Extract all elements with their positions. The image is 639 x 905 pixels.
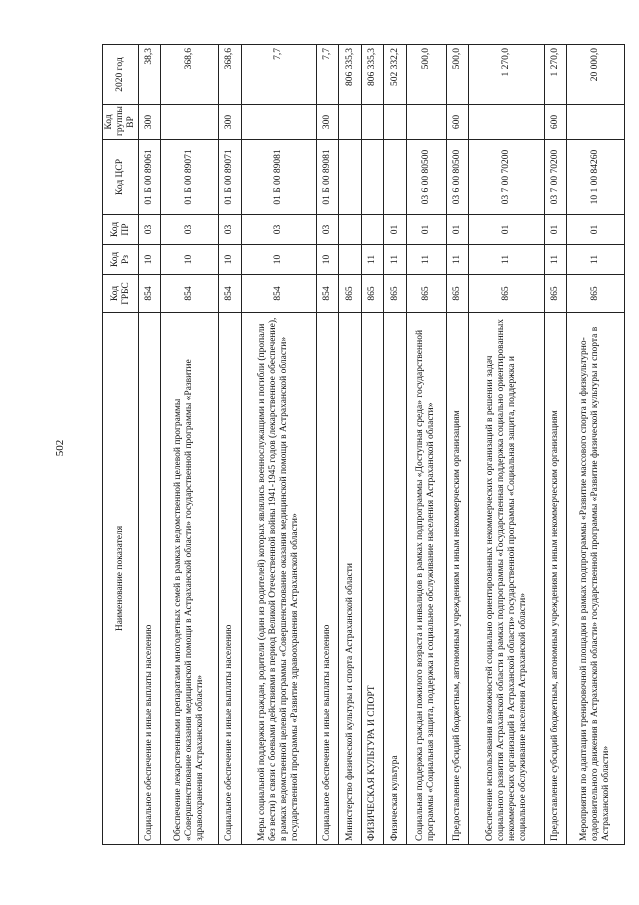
row-rz: 10 (139, 245, 161, 275)
table-row (567, 45, 625, 845)
row-grbs: 854 (161, 275, 219, 313)
row-grbs: 865 (567, 275, 625, 313)
row-amount: 7,7 (317, 45, 339, 105)
header-pr: Код ПР (103, 215, 139, 245)
row-grbs: 865 (446, 275, 468, 313)
row-pr: 03 (161, 215, 219, 245)
table-body (139, 45, 625, 845)
row-pr: 03 (317, 215, 339, 245)
header-rz: Код Рз (103, 245, 139, 275)
row-name: Социальное обеспечение и иные выплаты населению (317, 313, 339, 845)
header-year: 2020 год (103, 45, 139, 105)
header-csr: Код ЦСР (103, 140, 139, 215)
row-csr (384, 140, 406, 215)
row-grbs: 854 (139, 275, 161, 313)
table-row (446, 45, 468, 845)
row-csr: 03 7 00 70200 (544, 140, 566, 215)
row-pr: 01 (384, 215, 406, 245)
row-rz: 11 (406, 245, 446, 275)
row-grbs: 854 (241, 275, 316, 313)
row-name: Физическая культура (384, 313, 406, 845)
table-row (406, 45, 446, 845)
row-rz: 11 (469, 245, 544, 275)
table-row (544, 45, 566, 845)
row-vr (339, 105, 361, 140)
row-name: Обеспечение использования возможностей социально ориентированных некоммерческих организаций в решении задач социального развития Астраханской области в рамках подпрограммы «Государственная поддержка социально ориентированных некоммерческих организаций в Астраханской области» государственной программы «Социальная защита, поддержка и социальное обслуживание населения Астраханской области» (469, 313, 544, 845)
row-name: Предоставление субсидий бюджетным, автономным учреждениям и иным некоммерческим организациям (544, 313, 566, 845)
row-pr: 01 (567, 215, 625, 245)
row-amount: 806 335,3 (361, 45, 383, 105)
row-csr: 01 Б 00 89061 (139, 140, 161, 215)
row-pr: 03 (139, 215, 161, 245)
row-csr: 03 6 00 80500 (446, 140, 468, 215)
row-rz: 11 (544, 245, 566, 275)
row-vr (406, 105, 446, 140)
row-name: Обеспечение лекарственными препаратами многодетных семей в рамках ведомственной целевой программы «Совершенствование оказания медицинской помощи в Астраханской области» государственной программы «Развитие здравоохранения Астраханской области» (161, 313, 219, 845)
row-grbs: 865 (339, 275, 361, 313)
row-grbs: 865 (544, 275, 566, 313)
row-vr (241, 105, 316, 140)
table-row (339, 45, 361, 845)
row-vr (469, 105, 544, 140)
row-amount: 500,0 (406, 45, 446, 105)
row-csr: 03 7 00 70200 (469, 140, 544, 215)
row-amount: 7,7 (241, 45, 316, 105)
row-rz: 11 (446, 245, 468, 275)
row-name: Социальное обеспечение и иные выплаты населению (219, 313, 241, 845)
row-vr: 300 (219, 105, 241, 140)
row-vr (161, 105, 219, 140)
row-amount: 1 270,0 (469, 45, 544, 105)
table-row (139, 45, 161, 845)
row-grbs: 865 (469, 275, 544, 313)
rotated-table-container (102, 45, 625, 845)
row-pr (339, 215, 361, 245)
row-name: Социальное обеспечение и иные выплаты населению (139, 313, 161, 845)
row-grbs: 865 (406, 275, 446, 313)
row-name: Социальная поддержка граждан пожилого возраста и инвалидов в рамках подпрограммы «Доступная среда» государственной программы «Социальная защита, поддержка и социальное обслуживание населения Астраханской области» (406, 313, 446, 845)
row-rz: 11 (567, 245, 625, 275)
budget-table (102, 44, 625, 845)
row-amount: 20 000,0 (567, 45, 625, 105)
row-csr: 01 Б 00 89081 (241, 140, 316, 215)
row-name: Меры социальной поддержки граждан, родители (один из родителей) которых являлись военнослужащими и погибли (пропали без вести) в связи с боевыми действиями в период Великой Отечественной войны 1941-1945 годов (лекарственное обеспечение), в рамках ведомственной целевой программы «Совершенствование оказания медицинской помощи в Астраханской области» государственной программы «Развитие здравоохранения Астраханской области» (241, 313, 316, 845)
row-amount: 368,6 (161, 45, 219, 105)
row-grbs: 865 (384, 275, 406, 313)
row-vr (567, 105, 625, 140)
row-vr (384, 105, 406, 140)
row-vr: 300 (317, 105, 339, 140)
row-pr: 01 (406, 215, 446, 245)
row-csr: 10 1 00 84260 (567, 140, 625, 215)
row-vr: 600 (544, 105, 566, 140)
row-vr (361, 105, 383, 140)
row-amount: 38,3 (139, 45, 161, 105)
table-row (317, 45, 339, 845)
table-header-row (103, 45, 139, 845)
header-name: Наименование показателя (103, 313, 139, 845)
row-grbs: 854 (219, 275, 241, 313)
row-rz (339, 245, 361, 275)
table-row (384, 45, 406, 845)
row-pr (361, 215, 383, 245)
table-row (219, 45, 241, 845)
table-row (161, 45, 219, 845)
row-vr: 300 (139, 105, 161, 140)
header-vr: Код группы ВР (103, 105, 139, 140)
row-pr: 01 (469, 215, 544, 245)
row-name: Министерство физической культуры и спорта Астраханской области (339, 313, 361, 845)
row-grbs: 854 (317, 275, 339, 313)
row-pr: 01 (544, 215, 566, 245)
row-name: ФИЗИЧЕСКАЯ КУЛЬТУРА И СПОРТ (361, 313, 383, 845)
row-grbs: 865 (361, 275, 383, 313)
row-rz: 10 (161, 245, 219, 275)
row-pr: 03 (241, 215, 316, 245)
header-grbs: Код ГРБС (103, 275, 139, 313)
row-pr: 01 (446, 215, 468, 245)
row-amount: 502 332,2 (384, 45, 406, 105)
row-csr (361, 140, 383, 215)
row-pr: 03 (219, 215, 241, 245)
row-amount: 1 270,0 (544, 45, 566, 105)
row-csr: 01 Б 00 89071 (161, 140, 219, 215)
row-rz: 11 (384, 245, 406, 275)
row-vr: 600 (446, 105, 468, 140)
row-name: Мероприятия по адаптации тренировочной площадки в рамках подпрограммы «Развитие массового спорта и физкультурно-оздоровительного движения в Астраханской области» государственной программы «Развитие физической культуры и спорта в Астраханской области» (567, 313, 625, 845)
row-amount: 500,0 (446, 45, 468, 105)
row-csr: 03 6 00 80500 (406, 140, 446, 215)
row-amount: 368,6 (219, 45, 241, 105)
row-csr: 01 Б 00 89071 (219, 140, 241, 215)
row-csr: 01 Б 00 89081 (317, 140, 339, 215)
table-row (361, 45, 383, 845)
page-number: 502 (54, 439, 66, 457)
table-row (469, 45, 544, 845)
row-rz: 10 (219, 245, 241, 275)
row-csr (339, 140, 361, 215)
table-row (241, 45, 316, 845)
row-rz: 10 (317, 245, 339, 275)
row-amount: 806 335,3 (339, 45, 361, 105)
row-rz: 11 (361, 245, 383, 275)
row-rz: 10 (241, 245, 316, 275)
row-name: Предоставление субсидий бюджетным, автономным учреждениям и иным некоммерческим организациям (446, 313, 468, 845)
